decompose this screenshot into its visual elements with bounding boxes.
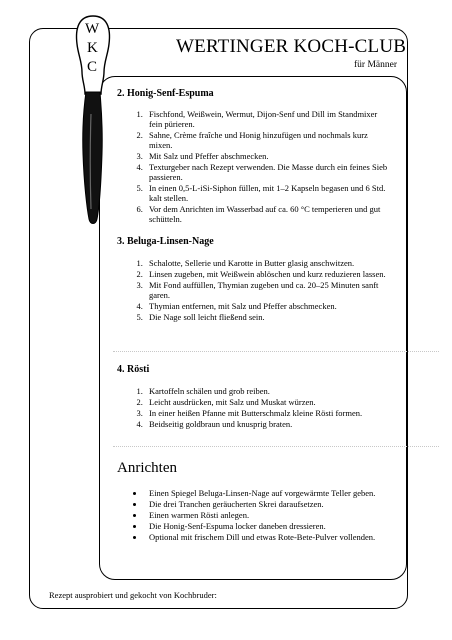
section-beluga-linsen-nage: [117, 236, 389, 323]
anrichten-list: [117, 488, 389, 542]
footer-note: Rezept ausprobiert und gekocht von Kochbruder:: [49, 590, 217, 600]
step-item: 6. Vor dem Anrichten im Wasserbad auf ca. 60 °C temperieren und gut schütteln.: [145, 204, 389, 224]
logo-letter-k: K: [87, 40, 98, 56]
step-item: 4. Thymian entfernen, mit Salz und Pfeffer abschmecken.: [145, 301, 389, 311]
step-list: [117, 109, 389, 224]
step-item: 1. Kartoffeln schälen und grob reiben.: [145, 386, 389, 396]
list-item: • Optional mit frischem Dill und etwas Rote-Bete-Pulver vollenden.: [145, 532, 389, 542]
step-item: 3. Mit Salz und Pfeffer abschmecken.: [145, 151, 389, 161]
club-title: WERTINGER KOCH-CLUB: [176, 36, 407, 57]
step-item: 2. Leicht ausdrücken, mit Salz und Muskat würzen.: [145, 397, 389, 407]
step-item: 1. Schalotte, Sellerie und Karotte in Butter glasig anschwitzen.: [145, 258, 389, 268]
list-item: • Die Honig-Senf-Espuma locker daneben dressieren.: [145, 521, 389, 531]
step-list: [117, 386, 389, 429]
divider: [113, 351, 439, 352]
section-title: 3. Beluga-Linsen-Nage: [117, 236, 214, 247]
section-honig-senf-espuma: [117, 88, 389, 225]
step-item: 5. In einen 0,5-L-iSi-Siphon füllen, mit 1–2 Kapseln begasen und 6 Std. kalt stellen.: [145, 183, 389, 203]
logo-letter-w: W: [85, 21, 100, 37]
section-roesti: [117, 364, 389, 430]
step-item: 3. Mit Fond auffüllen, Thymian zugeben und ca. 20–25 Minuten sanft garen.: [145, 280, 389, 300]
list-item: • Die drei Tranchen geräucherten Skrei daraufsetzen.: [145, 499, 389, 509]
section-anrichten: [117, 460, 389, 543]
section-title: 2. Honig-Senf-Espuma: [117, 88, 214, 99]
step-item: 2. Linsen zugeben, mit Weißwein ablöschen und kurz reduzieren lassen.: [145, 269, 389, 279]
anrichten-title: Anrichten: [117, 460, 177, 476]
step-item: 4. Beidseitig goldbraun und knusprig braten.: [145, 419, 389, 429]
step-item: 5. Die Nage soll leicht fließend sein.: [145, 312, 389, 322]
list-item: • Einen Spiegel Beluga-Linsen-Nage auf vorgewärmte Teller geben.: [145, 488, 389, 498]
step-item: 4. Texturgeber nach Rezept verwenden. Die Masse durch ein feines Sieb passieren.: [145, 162, 389, 182]
club-subtitle: für Männer: [354, 60, 397, 70]
section-title: 4. Rösti: [117, 364, 150, 375]
step-item: 3. In einer heißen Pfanne mit Butterschmalz kleine Rösti formen.: [145, 408, 389, 418]
step-list: [117, 258, 389, 322]
step-item: 1. Fischfond, Weißwein, Wermut, Dijon-Senf und Dill im Standmixer fein pürieren.: [145, 109, 389, 129]
logo-letter-c: C: [87, 59, 98, 75]
divider: [113, 446, 439, 447]
step-item: 2. Sahne, Crème fraîche und Honig hinzufügen und nochmals kurz mixen.: [145, 130, 389, 150]
list-item: • Einen warmen Rösti anlegen.: [145, 510, 389, 520]
